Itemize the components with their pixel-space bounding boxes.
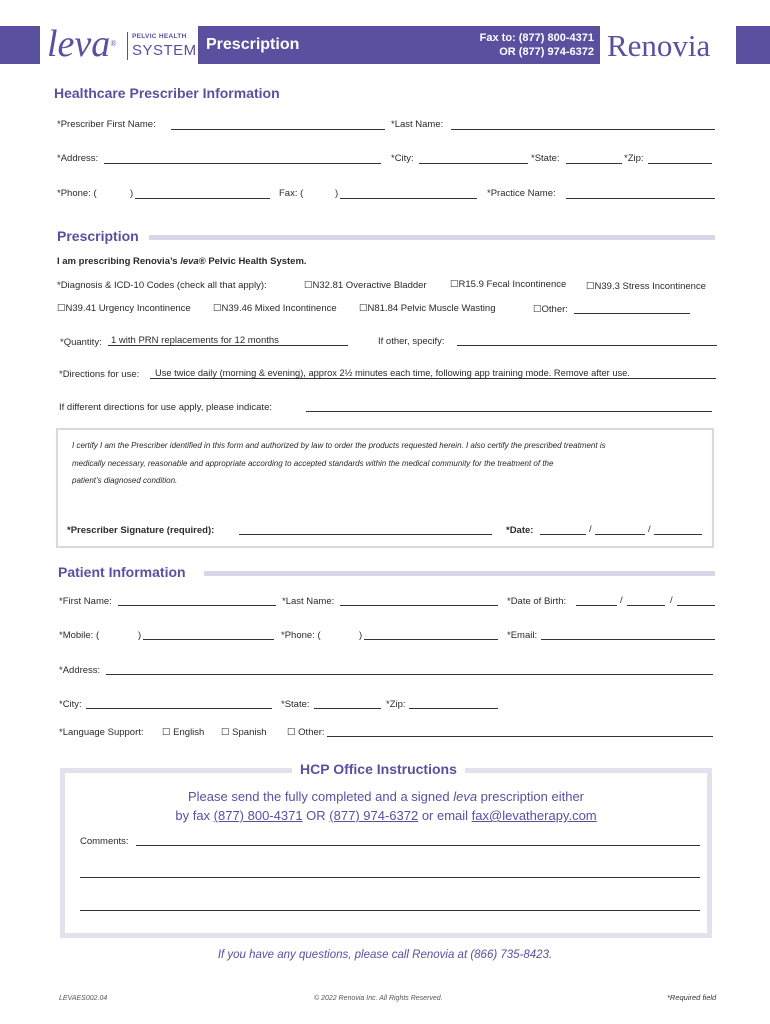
fax-link-2[interactable]: (877) 974-6372	[329, 808, 419, 823]
checkbox-icon[interactable]: ☐	[304, 280, 313, 291]
patient-address-field[interactable]	[106, 674, 713, 675]
patient-dob-label: *Date of Birth:	[507, 596, 567, 607]
logo-sub-1: PELVIC HEALTH	[132, 33, 187, 40]
certify-text-1: I certify I am the Prescriber identified in this form and authorized by law to order the products requested herein. I also certify the prescribed treatment is	[72, 441, 606, 450]
patient-address-label: *Address:	[59, 665, 101, 676]
logo-divider	[127, 32, 128, 60]
signature-label: *Prescriber Signature (required):	[67, 525, 215, 536]
prescriber-zip-label: *Zip:	[624, 153, 644, 164]
code-other-option[interactable]: ☐Other:	[533, 304, 568, 315]
date-slash-2: /	[648, 524, 651, 535]
language-spanish-option[interactable]: ☐ Spanish	[221, 727, 267, 738]
form-code: LEVAES002.04	[59, 995, 108, 1002]
date-slash-1: /	[589, 524, 592, 535]
logo-sub-2: SYSTEM	[132, 42, 197, 59]
prescriber-address-field[interactable]	[104, 163, 381, 164]
prescriber-last-name-label: *Last Name:	[391, 119, 444, 130]
leva-logo: leva®	[47, 23, 117, 65]
prescriber-zip-field[interactable]	[648, 163, 712, 164]
prescriber-fax-label: Fax: (	[279, 188, 304, 199]
if-other-field[interactable]	[457, 345, 717, 346]
prescriber-section-title: Healthcare Prescriber Information	[54, 85, 280, 101]
date-month-field[interactable]	[540, 534, 586, 535]
renovia-logo: Renovia	[607, 28, 711, 63]
hcp-title: HCP Office Instructions	[300, 761, 457, 777]
patient-first-name-field[interactable]	[118, 605, 276, 606]
prescriber-first-name-label: *Prescriber First Name:	[57, 119, 156, 130]
prescription-intro: I am prescribing Renovia’s leva® Pelvic Health System.	[57, 256, 307, 267]
checkbox-icon[interactable]: ☐	[221, 727, 230, 738]
patient-city-label: *City:	[59, 699, 82, 710]
prescriber-city-field[interactable]	[419, 163, 528, 164]
prescriber-phone-label: *Phone: (	[57, 188, 97, 199]
date-year-field[interactable]	[654, 534, 702, 535]
prescriber-address-label: *Address:	[57, 153, 99, 164]
code-n8184-option[interactable]: ☐N81.84 Pelvic Muscle Wasting	[359, 303, 496, 314]
signature-field[interactable]	[239, 534, 492, 535]
patient-email-field[interactable]	[541, 639, 715, 640]
diagnosis-label: *Diagnosis & ICD-10 Codes (check all that apply):	[57, 280, 267, 291]
code-n3281-option[interactable]: ☐N32.81 Overactive Bladder	[304, 280, 427, 291]
patient-mobile-field[interactable]	[143, 639, 274, 640]
if-other-label: If other, specify:	[378, 336, 445, 347]
patient-zip-label: *Zip:	[386, 699, 406, 710]
patient-state-field[interactable]	[314, 708, 381, 709]
directions-value[interactable]: Use twice daily (morning & evening), approx 2½ minutes each time, following app training mode. Remove after use.	[155, 368, 630, 378]
quantity-label: *Quantity:	[60, 337, 102, 348]
date-label: *Date:	[506, 525, 534, 536]
code-n3941-option[interactable]: ☐N39.41 Urgency Incontinence	[57, 303, 191, 314]
directions-label: *Directions for use:	[59, 369, 140, 380]
patient-phone-field[interactable]	[364, 639, 498, 640]
prescriber-phone-close: )	[130, 188, 134, 199]
dob-slash-2: /	[670, 595, 673, 606]
fax-link-1[interactable]: (877) 800-4371	[213, 808, 303, 823]
checkbox-icon[interactable]: ☐	[57, 303, 66, 314]
hcp-title-wrap	[292, 761, 465, 779]
prescriber-first-name-field[interactable]	[171, 129, 385, 130]
patient-state-label: *State:	[281, 699, 310, 710]
checkbox-icon[interactable]: ☐	[533, 304, 542, 315]
email-link[interactable]: fax@levatherapy.com	[471, 808, 597, 823]
prescriber-last-name-field[interactable]	[451, 129, 715, 130]
checkbox-icon[interactable]: ☐	[586, 281, 595, 292]
patient-zip-field[interactable]	[409, 708, 498, 709]
patient-email-label: *Email:	[507, 630, 538, 641]
patient-city-field[interactable]	[86, 708, 272, 709]
prescriber-fax-field[interactable]	[340, 198, 477, 199]
leva-logo-text: leva	[47, 23, 111, 65]
prescriber-fax-close: )	[335, 188, 339, 199]
hcp-line-1: Please send the fully completed and a signed leva prescription either	[187, 789, 585, 804]
certify-text-3: patient’s diagnosed condition.	[72, 476, 178, 485]
prescriber-city-label: *City:	[391, 153, 414, 164]
checkbox-icon[interactable]: ☐	[213, 303, 222, 314]
checkbox-icon[interactable]: ☐	[450, 279, 459, 290]
patient-last-name-label: *Last Name:	[282, 596, 335, 607]
language-other-option[interactable]: ☐ Other:	[287, 727, 325, 738]
prescriber-phone-field[interactable]	[135, 198, 270, 199]
language-english-option[interactable]: ☐ English	[162, 727, 205, 738]
copyright: © 2022 Renovia Inc. All Rights Reserved.	[314, 995, 443, 1002]
prescription-section-bar	[149, 235, 715, 240]
directions-field	[150, 378, 716, 379]
language-label: *Language Support:	[59, 727, 144, 738]
patient-first-name-label: *First Name:	[59, 596, 112, 607]
patient-dob-year-field[interactable]	[677, 605, 715, 606]
checkbox-icon[interactable]: ☐	[287, 727, 296, 738]
prescriber-state-label: *State:	[531, 153, 560, 164]
certify-text-2: medically necessary, reasonable and appropriate according to accepted standards within the medical community for the treatment of the	[72, 459, 554, 468]
patient-mobile-close: )	[138, 630, 142, 641]
patient-last-name-field[interactable]	[340, 605, 498, 606]
comments-label: Comments:	[80, 836, 129, 847]
date-day-field[interactable]	[595, 534, 645, 535]
prescriber-practice-label: *Practice Name:	[487, 188, 556, 199]
quantity-value[interactable]: 1 with PRN replacements for 12 months	[111, 335, 279, 346]
different-directions-field[interactable]	[306, 411, 712, 412]
different-directions-label: If different directions for use apply, please indicate:	[59, 402, 272, 413]
comments-field-2[interactable]	[80, 877, 700, 878]
prescriber-state-field[interactable]	[566, 163, 622, 164]
code-r159-option[interactable]: ☐R15.9 Fecal Incontinence	[450, 279, 567, 290]
patient-dob-day-field[interactable]	[627, 605, 665, 606]
checkbox-icon[interactable]: ☐	[359, 303, 368, 314]
patient-mobile-label: *Mobile: (	[59, 630, 100, 641]
patient-dob-month-field[interactable]	[576, 605, 617, 606]
code-n393-option[interactable]: ☐N39.3 Stress Incontinence	[586, 281, 706, 292]
comments-field-3[interactable]	[80, 910, 700, 911]
patient-section-bar	[204, 571, 715, 576]
checkbox-icon[interactable]: ☐	[162, 727, 171, 738]
patient-phone-label: *Phone: (	[281, 630, 321, 641]
required-note: *Required field	[667, 993, 717, 1002]
questions-line: If you have any questions, please call Renovia at (866) 735-8423.	[217, 949, 553, 961]
header-fax-1: Fax to: (877) 800-4371	[479, 32, 594, 44]
prescriber-practice-field[interactable]	[566, 198, 715, 199]
code-other-field[interactable]	[574, 313, 690, 314]
patient-phone-close: )	[359, 630, 363, 641]
code-n3946-option[interactable]: ☐N39.46 Mixed Incontinence	[213, 303, 337, 314]
dob-slash-1: /	[620, 595, 623, 606]
quantity-field	[108, 345, 348, 346]
prescription-section-title: Prescription	[57, 228, 139, 244]
hcp-line-2: by fax (877) 800-4371 OR (877) 974-6372 or email fax@levatherapy.com	[175, 808, 597, 823]
header-fax-2: OR (877) 974-6372	[499, 46, 594, 58]
language-other-field[interactable]	[327, 736, 713, 737]
patient-section-title: Patient Information	[58, 564, 186, 580]
header-title: Prescription	[206, 36, 300, 53]
comments-field-1[interactable]	[136, 845, 700, 846]
